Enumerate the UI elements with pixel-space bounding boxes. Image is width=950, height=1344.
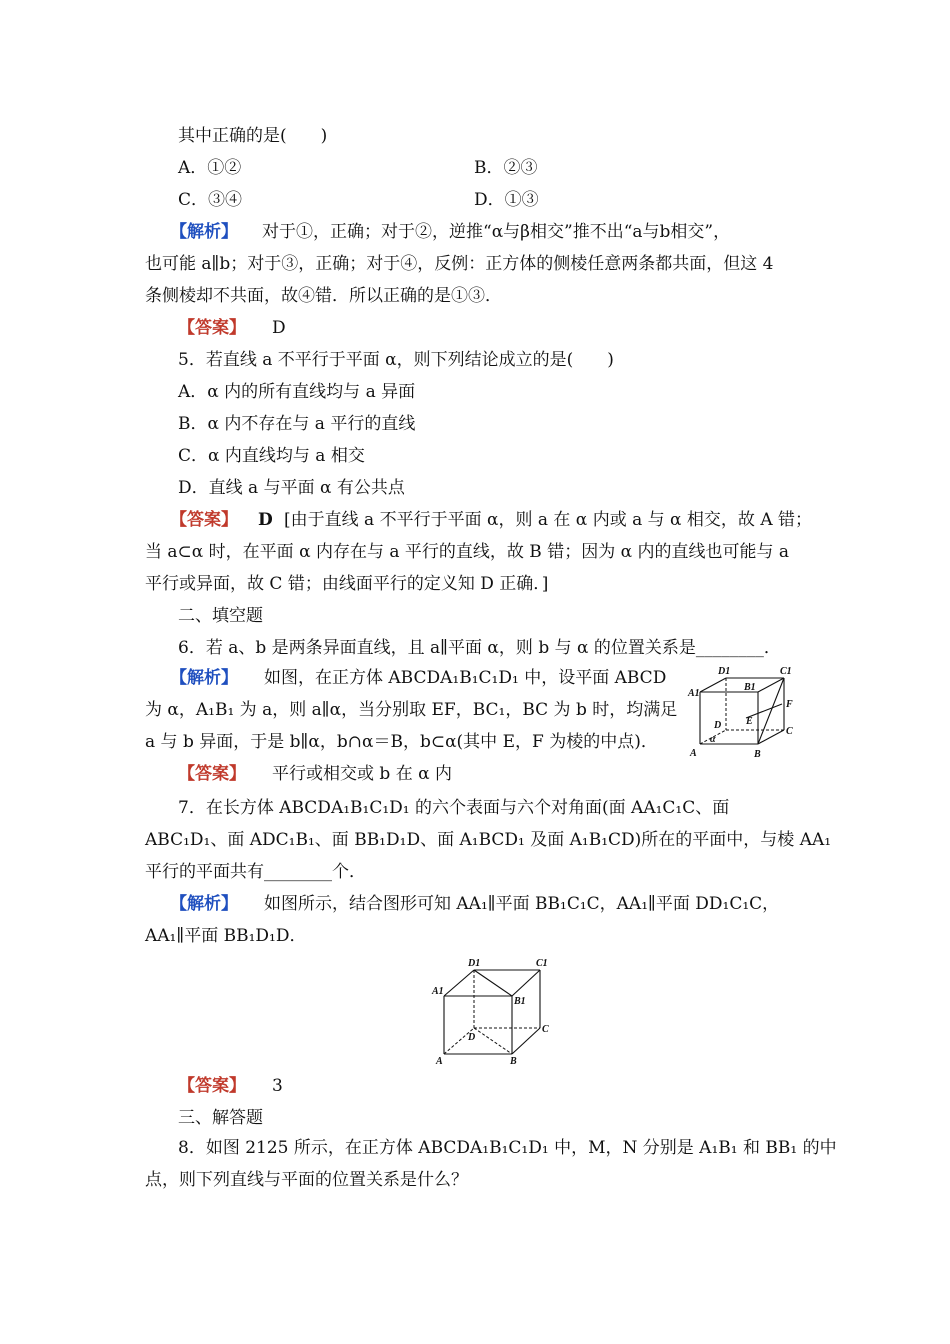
q5-option-c: C．α 内直线均与 a 相交 xyxy=(178,446,365,466)
q5-stem: 5．若直线 a 不平行于平面 α，则下列结论成立的是( ) xyxy=(178,350,614,370)
q7-fig-label-c: C xyxy=(542,1024,549,1035)
q6-analysis-line3: a 与 b 异面，于是 b∥α，b∩α＝B，b⊂α(其中 E，F 为棱的中点)． xyxy=(145,732,658,752)
section-fill-in-title: 二、填空题 xyxy=(178,606,263,626)
q7-cuboid-figure xyxy=(430,956,560,1066)
q4-stem: 其中正确的是( ) xyxy=(178,126,328,146)
q6-fig-label-alpha: α xyxy=(710,734,716,745)
q6-answer-tag: 【答案】 xyxy=(178,764,246,784)
q4-option-d: D．①③ xyxy=(474,190,539,210)
q7-analysis-line2: AA₁∥平面 BB₁D₁D． xyxy=(145,926,307,946)
q7-analysis-tag: 【解析】 xyxy=(170,894,238,914)
q6-fig-label-e: E xyxy=(746,716,753,727)
q7-analysis-line1: 如图所示，结合图形可知 AA₁∥平面 BB₁C₁C，AA₁∥平面 DD₁C₁C， xyxy=(264,894,780,914)
q5-explanation-line1: [由于直线 a 不平行于平面 α，则 a 在 α 内或 a 与 α 相交，故 A 错； xyxy=(284,510,813,530)
q6-fig-label-c1: C1 xyxy=(780,666,792,677)
q6-fig-label-a: A xyxy=(690,748,697,759)
q7-stem-line1: 7．在长方体 ABCDA₁B₁C₁D₁ 的六个表面与六个对角面(面 AA₁C₁C、面 xyxy=(178,798,730,818)
q8-stem-line1: 8．如图 2125 所示，在正方体 ABCDA₁B₁C₁D₁ 中，M，N 分别是 A₁B₁ 和 BB₁ 的中 xyxy=(178,1138,837,1158)
q7-fig-label-b1: B1 xyxy=(514,996,526,1007)
q6-cube-figure xyxy=(686,662,796,762)
q7-fig-label-d: D xyxy=(468,1032,476,1043)
q4-option-a: A．①② xyxy=(178,158,242,178)
q7-fig-label-c1: C1 xyxy=(536,958,548,969)
q5-option-b: B．α 内不存在与 a 平行的直线 xyxy=(178,414,416,434)
q6-fig-label-a1: A1 xyxy=(688,688,700,699)
q6-analysis-tag: 【解析】 xyxy=(170,668,238,688)
q4-analysis-tag: 【解析】 xyxy=(170,222,238,242)
q5-explanation-line3: 平行或异面，故 C 错；由线面平行的定义知 D 正确．] xyxy=(145,574,549,594)
q7-fig-label-d1: D1 xyxy=(468,958,481,969)
q4-analysis-line2: 也可能 a∥b；对于③，正确；对于④，反例：正方体的侧棱任意两条都共面，但这 4 xyxy=(145,254,774,274)
q7-answer-tag: 【答案】 xyxy=(178,1076,246,1096)
q4-answer: D xyxy=(272,318,286,338)
q6-fig-label-d: D xyxy=(714,720,722,731)
q4-analysis-line1: 对于①，正确；对于②，逆推“α与β相交”推不出“a与b相交”， xyxy=(262,222,731,242)
q6-fig-label-f: F xyxy=(786,699,793,710)
q6-analysis-line2: 为 α，A₁B₁ 为 a，则 a∥α，当分别取 EF，BC₁，BC 为 b 时，均满足 xyxy=(145,700,678,720)
section-solution-title: 三、解答题 xyxy=(178,1108,263,1128)
q6-fig-label-d1: D1 xyxy=(718,666,731,677)
q5-answer-tag: 【答案】 xyxy=(170,510,238,530)
q4-answer-tag: 【答案】 xyxy=(178,318,246,338)
q7-stem-line2: ABC₁D₁、面 ADC₁B₁、面 BB₁D₁D、面 A₁BCD₁ 及面 A₁B₁CD)所在的平面中，与棱 AA₁ xyxy=(145,830,832,850)
q7-answer: 3 xyxy=(272,1076,283,1096)
q7-stem-line3: 平行的平面共有________个． xyxy=(145,862,366,882)
q5-option-d: D．直线 a 与平面 α 有公共点 xyxy=(178,478,405,498)
q6-analysis-line1: 如图，在正方体 ABCDA₁B₁C₁D₁ 中，设平面 ABCD xyxy=(264,668,667,688)
q6-fig-label-b: B xyxy=(754,749,761,760)
q6-fig-label-b1: B1 xyxy=(744,682,756,693)
q4-option-c: C．③④ xyxy=(178,190,243,210)
q4-analysis-line3: 条侧棱却不共面，故④错．所以正确的是①③． xyxy=(145,286,502,306)
q6-answer: 平行或相交或 b 在 α 内 xyxy=(272,764,452,784)
q7-fig-label-a1: A1 xyxy=(432,986,444,997)
q8-stem-line2: 点，则下列直线与平面的位置关系是什么？ xyxy=(145,1170,468,1190)
q5-answer: D xyxy=(258,510,273,530)
q4-option-b: B．②③ xyxy=(474,158,538,178)
q5-explanation-line2: 当 a⊂α 时，在平面 α 内存在与 a 平行的直线，故 B 错；因为 α 内的直线也可能与 a xyxy=(145,542,790,562)
q6-fig-label-c: C xyxy=(786,726,793,737)
q7-fig-label-b: B xyxy=(510,1056,517,1066)
q5-option-a: A．α 内的所有直线均与 a 异面 xyxy=(178,382,416,402)
q6-stem: 6．若 a、b 是两条异面直线，且 a∥平面 α，则 b 与 α 的位置关系是________． xyxy=(178,638,781,658)
q7-fig-label-a: A xyxy=(436,1056,443,1066)
